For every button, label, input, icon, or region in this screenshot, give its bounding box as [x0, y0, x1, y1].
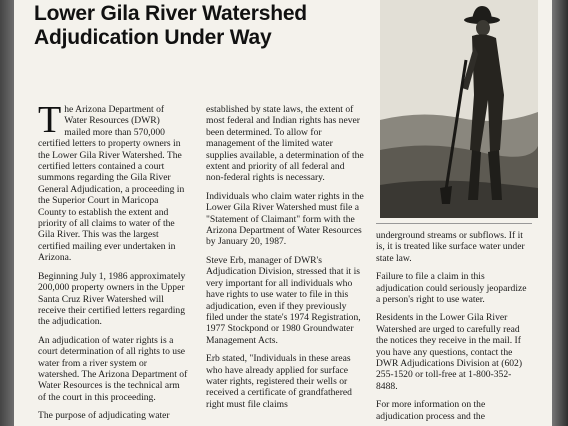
- article-column-3: [376, 230, 532, 426]
- paragraph: Individuals who claim water rights in the Lower Gila River Watershed must file a "Statement of Claimant" form with the Arizona Department of Water Resources by January 20, 1987.: [206, 190, 364, 248]
- drop-cap: T: [38, 99, 62, 141]
- paragraph: established by state laws, the extent of most federal and Indian rights has never been determined. To allow for management of the limited water supplies available, a determination of the extent and priority of all federal and non-federal rights is necessary.: [206, 104, 364, 184]
- page-edge-shadow-right: [552, 0, 568, 426]
- paragraph: Failure to file a claim in this adjudication could seriously jeopardize a person's right to use water.: [376, 271, 527, 306]
- cowboy-photo: [380, 0, 538, 218]
- article-column-1: [38, 99, 188, 426]
- column-divider: [376, 223, 532, 224]
- headline-line-2: Adjudication Under Way: [34, 26, 272, 49]
- paragraph: underground streams or subflows. If it is, it is treated like surface water under state law.: [376, 230, 525, 264]
- paragraph: [38, 99, 188, 264]
- page-edge-shadow-left: [0, 0, 14, 426]
- paragraph: Erb stated, "Individuals in these areas who have already applied for surface water rights, registered their wells or received a certificate of grandfathered right must file claims: [206, 353, 352, 410]
- paragraph: The purpose of adjudicating water: [38, 410, 170, 422]
- paragraph: Beginning July 1, 1986 approximately 200,000 property owners in the Upper Santa Cruz River Watershed will receive their certified letters regarding the adjudication.: [38, 270, 186, 328]
- article-headline: [34, 2, 374, 50]
- paragraph: Steve Erb, manager of DWR's Adjudication Division, stressed that it is very important for all individuals who have rights to use water to file in this adjudication, even if they previously filed under the state's 1974 Registration, 1977 Stockpond or 1980 Groundwater Management Acts.: [206, 254, 361, 346]
- paragraph: Residents in the Lower Gila River Watershed are urged to carefully read the notices they receive in the mail. If you have any questions, contact the DWR Adjudications Division at (602) 255-1520 or toll-free at 1-800-352-8488.: [376, 312, 523, 392]
- article-column-2: [206, 104, 364, 417]
- paragraph-text: he Arizona Department of Water Resources (DWR) mailed more than 570,000 certified letters to property owners in the Lower Gila River Watershed. The certified letters contained a court summons regarding the Gila River General Adjudication, a proceeding in the Superior Court in Maricopa County to establish the extent and priority of all claims to water of the Gila River. This was the largest certified mailing ever undertaken in Arizona.: [38, 104, 185, 264]
- cowboy-illustration: [380, 0, 538, 218]
- newsletter-page: [14, 0, 552, 426]
- paragraph: An adjudication of water rights is a court determination of all rights to use water from a river system or watershed. The Arizona Department of Water Resources is the technical arm of the court in this proceeding.: [38, 334, 188, 403]
- headline-line-1: Lower Gila River Watershed: [34, 2, 307, 25]
- paragraph: For more information on the adjudication process and the: [376, 399, 486, 422]
